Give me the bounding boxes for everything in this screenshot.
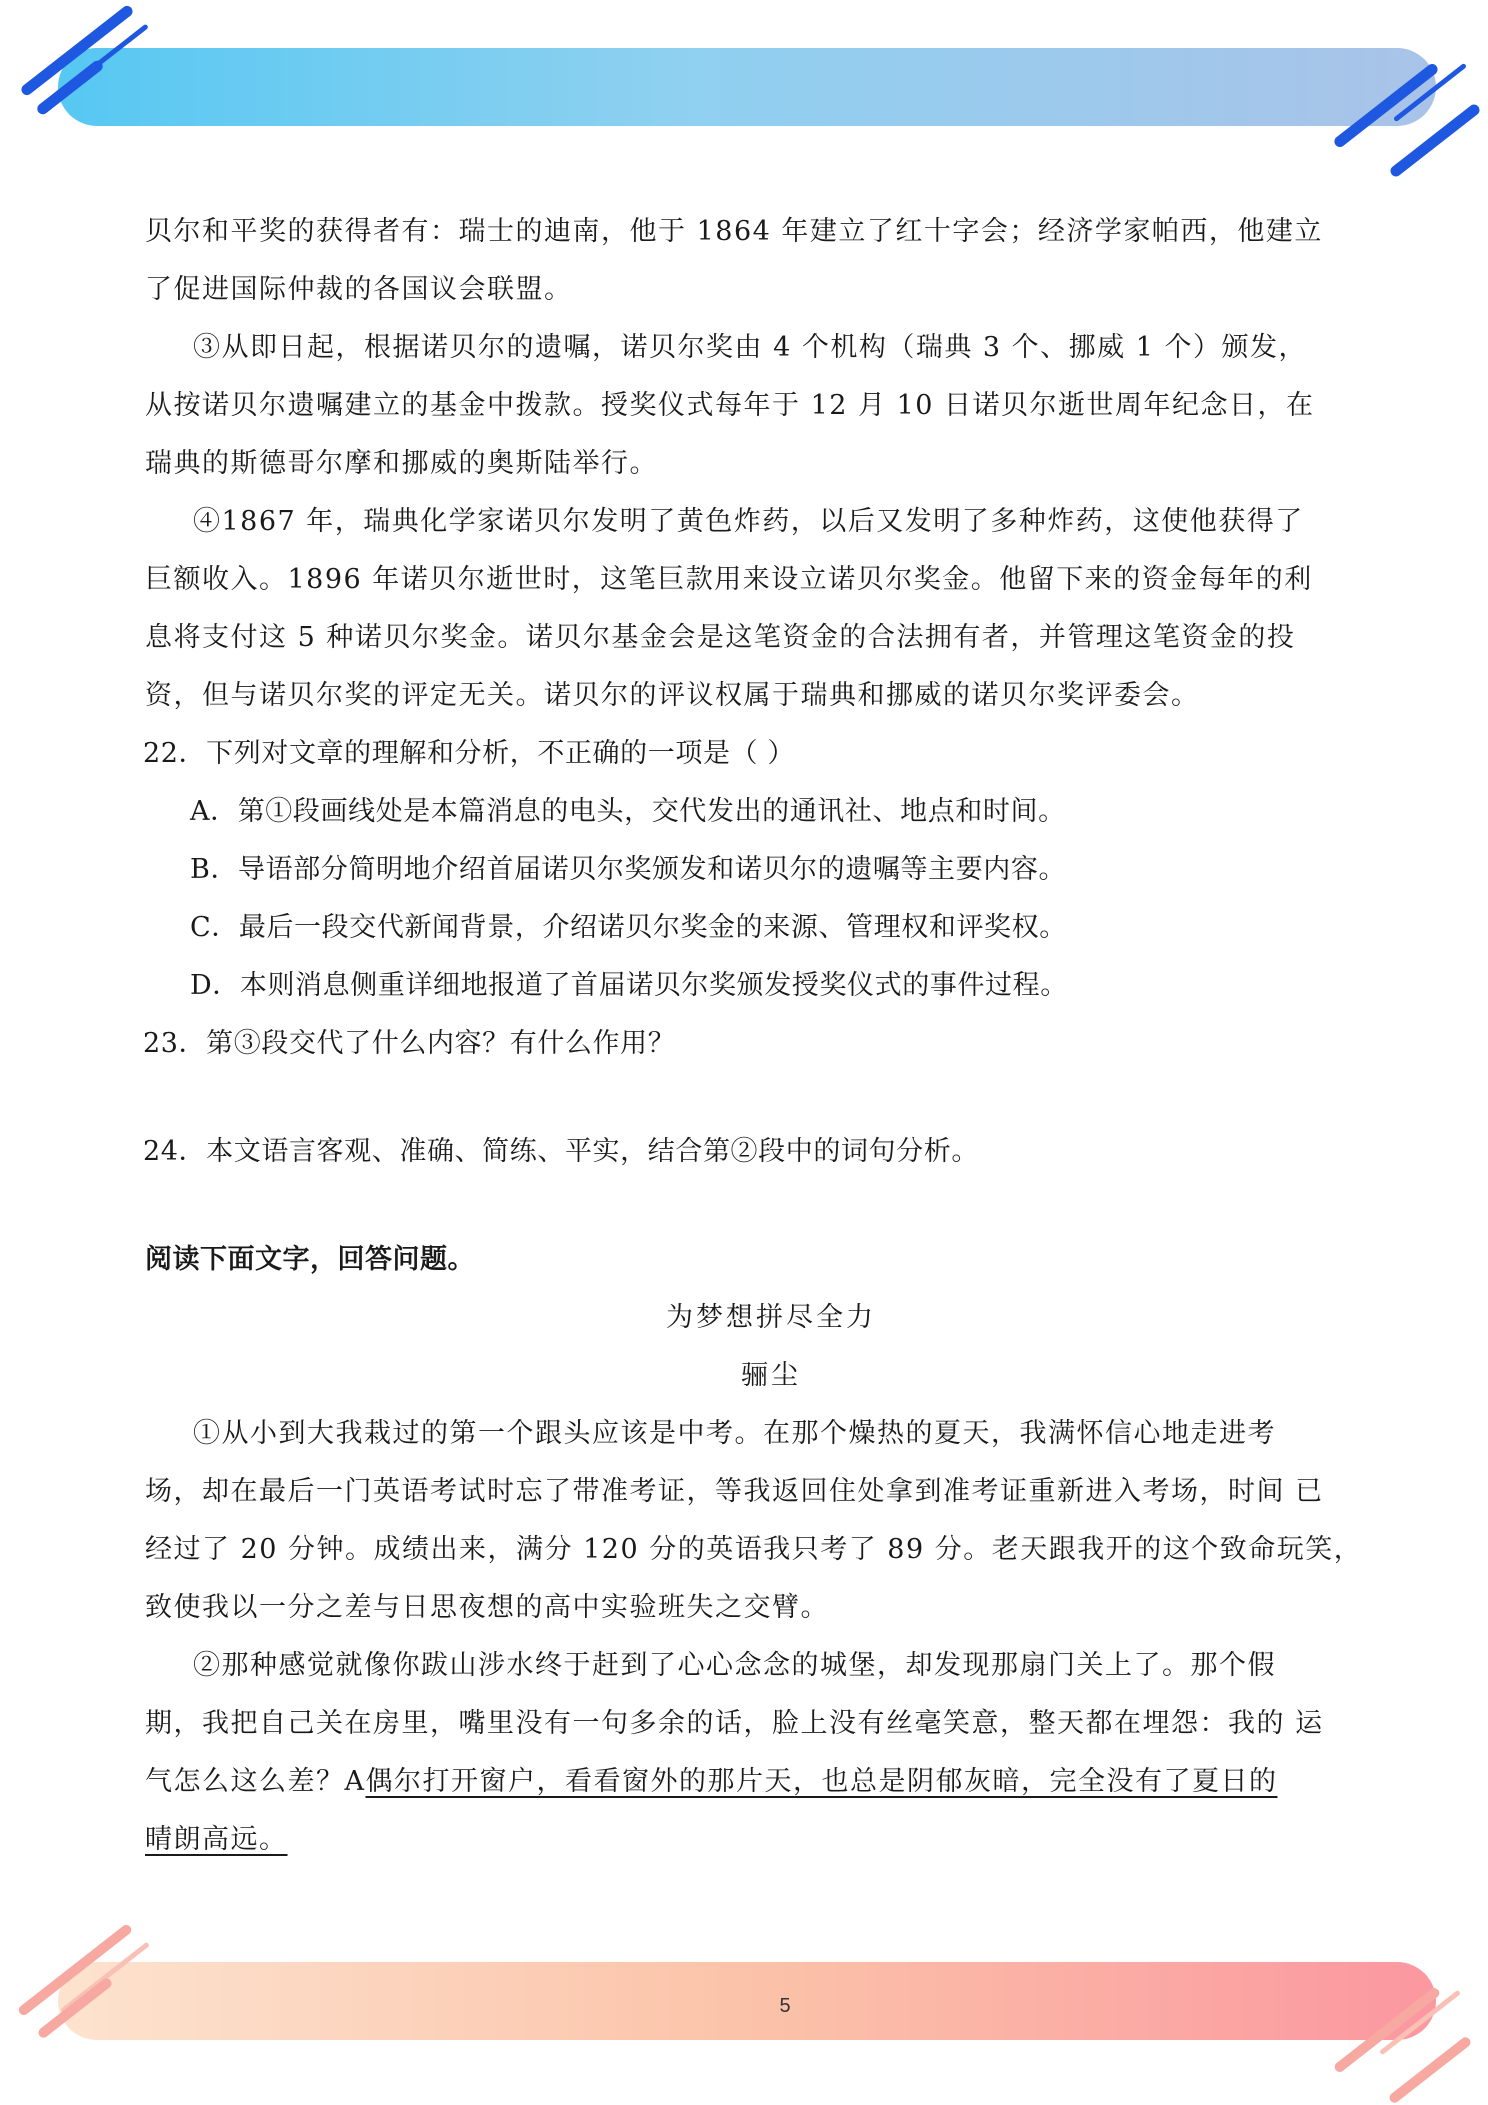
option-c: C．最后一段交代新闻背景，介绍诺贝尔奖金的来源、管理权和评奖权。 [190, 912, 1067, 943]
paragraph-line: ③从即日起，根据诺贝尔的遗嘱，诺贝尔奖由 4 个机构（瑞典 3 个、挪威 1 个）颁发， [193, 332, 1308, 363]
paragraph-line: ④1867 年，瑞典化学家诺贝尔发明了黄色炸药，以后又发明了多种炸药，这使他获得了 [193, 506, 1304, 537]
option-d: D．本则消息侧重详细地报道了首届诺贝尔奖颁发授奖仪式的事件过程。 [190, 970, 1068, 1001]
paragraph-line: 场，却在最后一门英语考试时忘了带准考证，等我返回住处拿到准考证重新进入考场，时间 已 [145, 1476, 1324, 1507]
paragraph-line: 息将支付这 5 种诺贝尔奖金。诺贝尔基金会是这笔资金的合法拥有者，并管理这笔资金的投 [145, 622, 1296, 653]
paragraph-line: 了促进国际仲裁的各国议会联盟。 [145, 274, 573, 305]
paragraph-line: 巨额收入。1896 年诺贝尔逝世时，这笔巨款用来设立诺贝尔奖金。他留下来的资金每年的利 [145, 564, 1313, 595]
page-number: 5 [779, 1995, 791, 2017]
paragraph-line: 经过了 20 分钟。成绩出来，满分 120 分的英语我只考了 89 分。老天跟我开的这个致命玩笑， [145, 1534, 1363, 1565]
article-author: 骊尘 [741, 1360, 801, 1391]
text-segment: 气怎么这么差？ [145, 1766, 345, 1797]
question-24: 24．本文语言客观、准确、简练、平实，结合第②段中的词句分析。 [143, 1136, 979, 1167]
underlined-sentence: 晴朗高远。 [145, 1824, 288, 1855]
paragraph-line: ②那种感觉就像你跋山涉水终于赶到了心心念念的城堡，却发现那扇门关上了。那个假 [193, 1650, 1276, 1681]
question-23: 23．第③段交代了什么内容？有什么作用？ [143, 1028, 676, 1059]
paragraph-line: 致使我以一分之差与日思夜想的高中实验班失之交臂。 [145, 1592, 829, 1623]
option-a: A．第①段画线处是本篇消息的电头，交代发出的通讯社、地点和时间。 [190, 796, 1066, 827]
article-title: 为梦想拼尽全力 [666, 1302, 876, 1333]
paragraph-line [145, 1820, 1345, 1860]
paragraph-line [145, 1762, 1345, 1802]
option-b: B．导语部分简明地介绍首届诺贝尔奖颁发和诺贝尔的遗嘱等主要内容。 [190, 854, 1067, 885]
reading-instruction: 阅读下面文字，回答问题。 [145, 1244, 475, 1275]
question-22: 22．下列对文章的理解和分析，不正确的一项是（ ） [143, 738, 795, 769]
paragraph-line: 从按诺贝尔遗嘱建立的基金中拨款。授奖仪式每年于 12 月 10 日诺贝尔逝世周年纪念日，在 [145, 390, 1315, 421]
paragraph-line: ①从小到大我栽过的第一个跟头应该是中考。在那个燥热的夏天，我满怀信心地走进考 [193, 1418, 1276, 1449]
underlined-sentence: 偶尔打开窗户，看看窗外的那片天，也总是阴郁灰暗，完全没有了夏日的 [365, 1766, 1278, 1797]
paragraph-line: 资，但与诺贝尔奖的评定无关。诺贝尔的评议权属于瑞典和挪威的诺贝尔奖评委会。 [145, 680, 1200, 711]
underline-marker: A [344, 1766, 366, 1797]
paragraph-line: 期，我把自己关在房里，嘴里没有一句多余的话，脸上没有丝毫笑意，整天都在埋怨：我的 运 [145, 1708, 1324, 1739]
paragraph-line: 贝尔和平奖的获得者有：瑞士的迪南，他于 1864 年建立了红十字会；经济学家帕西，他建立 [145, 216, 1323, 247]
paragraph-line: 瑞典的斯德哥尔摩和挪威的奥斯陆举行。 [145, 448, 658, 479]
